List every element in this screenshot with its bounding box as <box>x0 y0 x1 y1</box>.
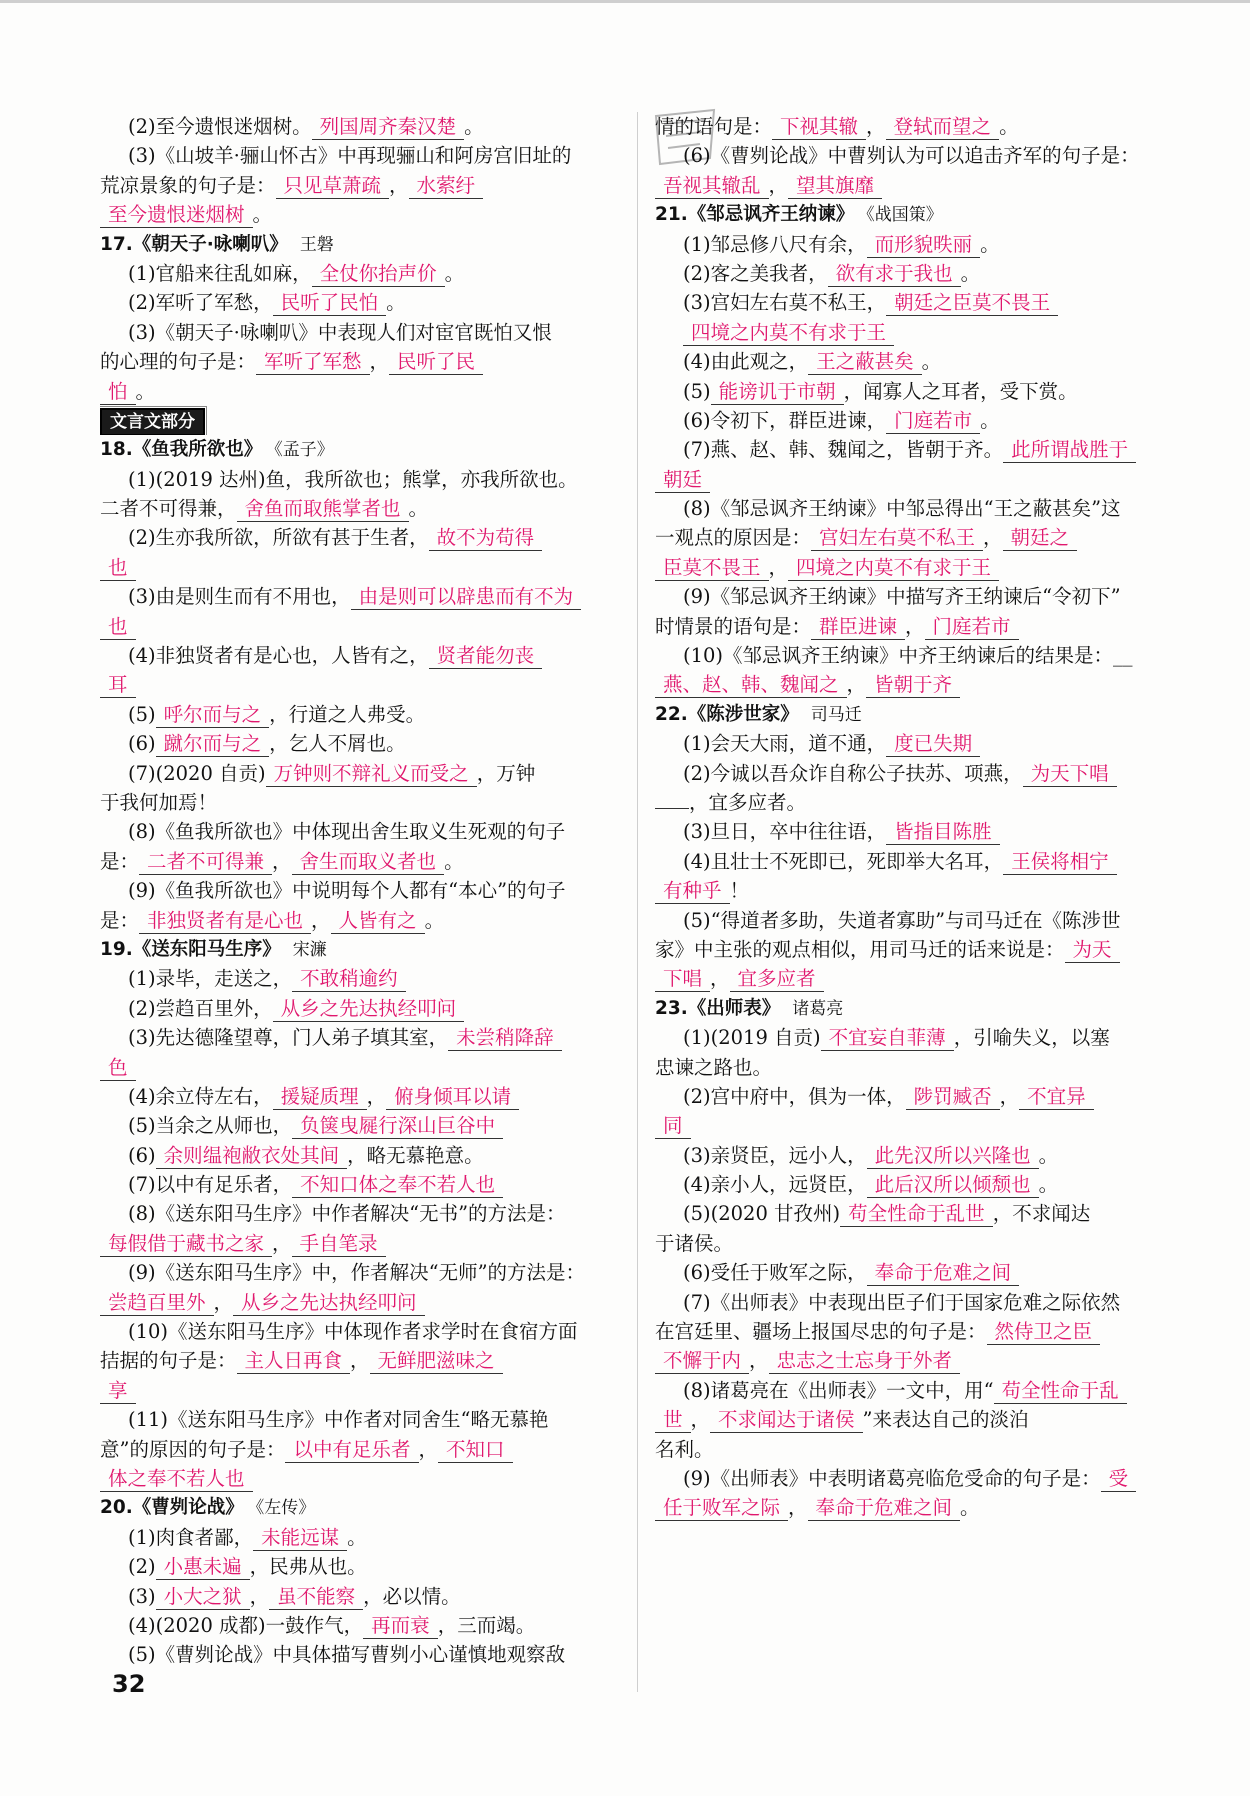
text-line: (2)至今遗恨迷烟树。 列国周齐秦汉楚 。 <box>128 115 484 138</box>
text-line: (4)余立侍左右， 援疑质理 ， 俯身倾耳以请 <box>100 1082 625 1111</box>
text-line: 世 ， 不求闻达于诸侯 ”来表达自己的淡泊 <box>655 1405 1170 1434</box>
text-line: 四境之内莫不有求于王 <box>655 318 1170 347</box>
text-line: 吾视其辙乱 ， 望其旗靡 <box>655 171 1170 200</box>
text-line: (2) 小惠未遍 ，民弗从也。 <box>128 1555 367 1579</box>
text-line: 于诸侯。 <box>655 1231 734 1255</box>
text-line: (7)《出师表》中表现出臣子们于国家危难之际依然 <box>683 1290 1121 1314</box>
text-line: 色 <box>100 1053 625 1082</box>
text-line: (4)且壮士不死即已，死即举大名耳， 王侯将相宁 <box>655 847 1170 876</box>
text-line: 也 <box>100 612 625 641</box>
text-line: (7)以中有足乐者， 不知口体之奉不若人也 <box>100 1170 625 1199</box>
text-line: (1)录毕，走送之， 不敢稍逾约 <box>100 964 625 993</box>
text-line: (3)宫妇左右莫不私王， 朝廷之臣莫不畏王 <box>655 288 1170 317</box>
poem-heading: 18.《鱼我所欲也》 《孟子》 <box>100 439 334 461</box>
poem-heading: 22.《陈涉世家》 司马迁 <box>655 703 862 725</box>
text-line: 也 <box>100 553 625 582</box>
text-line: 一观点的原因是： 宫妇左右莫不私王 ， 朝廷之 <box>655 523 1170 552</box>
text-line: (9)《鱼我所欲也》中说明每个人都有“本心”的句子 <box>128 879 566 903</box>
text-line: (4)非独贤者有是心也，人皆有之， 贤者能勿丧 <box>100 641 625 670</box>
text-line: 朝廷 <box>655 465 1170 494</box>
section-label: 文言文部分 <box>100 408 205 435</box>
text-line: 怕 。 <box>100 377 625 406</box>
text-line: (5) 呼尔而与之 ，行道之人弗受。 <box>128 702 426 726</box>
text-line: 名利。 <box>655 1437 714 1461</box>
poem-heading: 20.《曹刿论战》 《左传》 <box>100 1497 316 1519</box>
page-number: 32 <box>112 1670 146 1698</box>
left-column <box>100 112 625 1670</box>
text-line: (1)官船来往乱如麻， 全仗你抬声价 。 <box>128 261 465 285</box>
text-line: (1)肉食者鄙， 未能远谋 。 <box>128 1525 367 1549</box>
text-line: (7)(2020 自贡) 万钟则不辩礼义而受之 ，万钟 <box>128 761 536 785</box>
text-line: 忠谏之路也。 <box>655 1055 773 1079</box>
text-line: 不懈于内 ， 忠志之士忘身于外者 <box>655 1346 1170 1375</box>
text-line: (3)《山坡羊·骊山怀古》中再现骊山和阿房宫旧址的 <box>128 144 572 168</box>
text-line: 荒凉景象的句子是： 只见草萧疏 ， 水萦纡 <box>100 171 625 200</box>
text-line: (6) 蹴尔而与之 ，乞人不屑也。 <box>128 732 406 756</box>
text-line: (2)军听了军愁， 民听了民怕 。 <box>128 291 406 315</box>
text-line: (4)亲小人，远贤臣， 此后汉所以倾颓也 。 <box>683 1173 1059 1197</box>
right-column <box>655 112 1170 1523</box>
text-line: 是： 非独贤者有是心也 ， 人皆有之 。 <box>100 908 445 932</box>
text-line: (8)《邹忌讽齐王纳谏》中邹忌得出“王之蔽甚矣”这 <box>683 497 1121 521</box>
text-line: 任于败军之际 ， 奉命于危难之间 。 <box>655 1493 1170 1522</box>
text-line: 每假借于藏书之家 ， 手自笔录 <box>100 1229 625 1258</box>
text-line: (2)生亦我所欲，所欲有甚于生者， 故不为苟得 <box>100 523 625 552</box>
text-line: (6) 余则缊袍敝衣处其间 ，略无慕艳意。 <box>128 1143 484 1167</box>
text-line: 是： 二者不可得兼 ， 舍生而取义者也 。 <box>100 849 464 873</box>
text-line: (6)受任于败军之际， 奉命于危难之间 <box>655 1258 1170 1287</box>
text-line: (3)先达德隆望尊，门人弟子填其室， 未尝稍降辞 <box>100 1023 625 1052</box>
text-line: (3)《朝天子·咏喇叭》中表现人们对宦官既怕又恨 <box>128 320 552 344</box>
text-line: (8)诸葛亮在《出师表》一文中，用“ 苟全性命于乱 <box>655 1376 1170 1405</box>
text-line: (6)《曹刿论战》中曹刿认为可以追击齐军的句子是： <box>683 144 1140 168</box>
text-line: 尝趋百里外 ， 从乡之先达执经叩问 <box>100 1288 625 1317</box>
text-line: 在宫廷里、疆场上报国尽忠的句子是： 然侍卫之臣 <box>655 1317 1170 1346</box>
text-line: (11)《送东阳马生序》中作者对同舍生“略无慕艳 <box>128 1408 549 1432</box>
text-line: (3)旦日，卒中往往语， 皆指目陈胜 <box>655 817 1170 846</box>
text-line: (2)今诚以吾众诈自称公子扶苏、项燕， 为天下唱 <box>655 759 1170 788</box>
text-line: 情的语句是： 下视其辙 ， 登轼而望之 。 <box>655 115 1019 138</box>
text-line: 有种乎 ！ <box>655 876 1170 905</box>
text-line: (1)邹忌修八尺有余， 而形貌昳丽 。 <box>683 232 1000 256</box>
text-line: (5) 能谤讥于市朝 ，闻寡人之耳者，受下赏。 <box>683 379 1078 403</box>
text-line: (1)(2019 自贡) 不宜妄自菲薄 ，引喻失义，以塞 <box>683 1026 1110 1050</box>
text-line: (9)《邹忌讽齐王纳谏》中描写齐王纳谏后“令初下” <box>683 585 1121 609</box>
text-line: (8)《鱼我所欲也》中体现出舍生取义生死观的句子 <box>128 820 566 844</box>
text-line: (4)(2020 成都)一鼓作气， 再而衰 ，三而竭。 <box>128 1613 536 1637</box>
text-line: 意”的原因的句子是： 以中有足乐者 ， 不知口 <box>100 1435 625 1464</box>
text-line: ，宜多应者。 <box>655 788 1170 817</box>
text-line: 至今遗恨迷烟树 。 <box>100 200 625 229</box>
text-line: (2)宫中府中，俱为一体， 陟罚臧否 ， 不宜异 <box>655 1082 1170 1111</box>
text-line: (10)《邹忌讽齐王纳谏》中齐王纳谏后的结果是：__ <box>683 644 1133 668</box>
text-line: (3)由是则生而有不用也， 由是则可以辟患而有不为 <box>100 582 625 611</box>
text-line: (2)客之美我者， 欲有求于我也 。 <box>683 261 981 285</box>
text-line: (4)由此观之， 王之蔽甚矣 。 <box>683 350 942 374</box>
text-line: 同 <box>655 1111 1170 1140</box>
text-line: (1)会天大雨，道不通， 度已失期 <box>655 729 1170 758</box>
text-line: 享 <box>100 1376 625 1405</box>
text-line: 时情景的语句是： 群臣进谏 ， 门庭若市 <box>655 612 1170 641</box>
text-line: (5)“得道者多助，失道者寡助”与司马迁在《陈涉世 <box>683 908 1121 932</box>
text-line: 体之奉不若人也 <box>100 1464 625 1493</box>
text-line: 下唱 ， 宜多应者 <box>655 964 1170 993</box>
text-line: (6)令初下，群臣进谏， 门庭若市 。 <box>683 408 1000 432</box>
page-top-edge <box>0 0 1250 3</box>
text-line: 拮据的句子是： 主人日再食 ， 无鲜肥滋味之 <box>100 1346 625 1375</box>
text-line: (5)《曹刿论战》中具体描写曹刿小心谨慎地观察敌 <box>128 1643 566 1667</box>
text-line: (9)《出师表》中表明诸葛亮临危受命的句子是： 受 <box>655 1464 1170 1493</box>
poem-heading: 23.《出师表》 诸葛亮 <box>655 997 844 1019</box>
text-line: (2)尝趋百里外， 从乡之先达执经叩问 <box>100 994 625 1023</box>
section-label-row <box>100 406 625 435</box>
poem-heading: 19.《送东阳马生序》 宋濂 <box>100 938 327 960</box>
text-line: 燕、赵、韩、魏闻之 ， 皆朝于齐 <box>655 670 1170 699</box>
text-line: (7)燕、赵、韩、魏闻之，皆朝于齐。 此所谓战胜于 <box>655 435 1170 464</box>
text-line: 的心理的句子是： 军听了军愁 ， 民听了民 <box>100 347 625 376</box>
text-line: 家》中主张的观点相似，用司马迁的话来说是： 为天 <box>655 935 1170 964</box>
text-line: (5)当余之从师也， 负箧曳屣行深山巨谷中 <box>100 1111 625 1140</box>
text-line: (3)亲贤臣，远小人， 此先汉所以兴隆也 。 <box>683 1143 1059 1167</box>
text-line: (3) 小大之狱 ， 虽不能察 ，必以情。 <box>128 1584 461 1608</box>
column-divider <box>637 112 638 1692</box>
text-line: (10)《送东阳马生序》中体现作者求学时在食宿方面 <box>128 1320 578 1344</box>
poem-heading: 17.《朝天子·咏喇叭》 王磐 <box>100 233 334 255</box>
text-line: 于我何加焉！ <box>100 790 218 814</box>
text-line: 耳 <box>100 670 625 699</box>
text-line: (5)(2020 甘孜州) 苟全性命于乱世 ，不求闻达 <box>683 1202 1091 1226</box>
text-line: 二者不可得兼， 舍鱼而取熊掌者也 。 <box>100 497 429 521</box>
text-line: (1)(2019 达州)鱼，我所欲也；熊掌，亦我所欲也。 <box>128 467 578 491</box>
text-line: (9)《送东阳马生序》中，作者解决“无师”的方法是： <box>128 1261 586 1285</box>
text-line: (8)《送东阳马生序》中作者解决“无书”的方法是： <box>128 1202 566 1226</box>
text-line: 臣莫不畏王 ， 四境之内莫不有求于王 <box>655 553 1170 582</box>
poem-heading: 21.《邹忌讽齐王纳谏》 《战国策》 <box>655 204 943 226</box>
